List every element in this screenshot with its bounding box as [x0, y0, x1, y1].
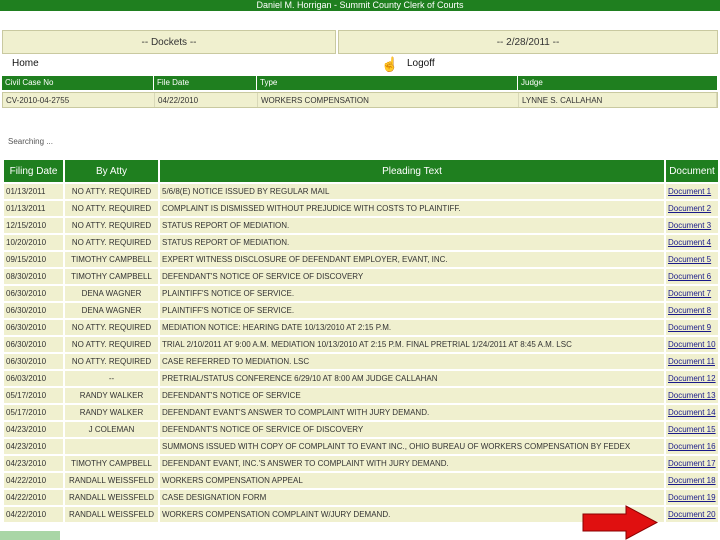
- by-atty-cell: DENA WAGNER: [63, 286, 158, 301]
- filing-date-cell: 06/30/2010: [2, 337, 63, 352]
- document-cell: [664, 354, 718, 369]
- document-cell: [664, 286, 718, 301]
- document-cell: [664, 422, 718, 437]
- table-row: [2, 286, 718, 301]
- filing-date-cell: 06/30/2010: [2, 354, 63, 369]
- document-header: Document: [664, 160, 718, 182]
- pleading-text-cell: PLAINTIFF'S NOTICE OF SERVICE.: [158, 286, 664, 301]
- by-atty-cell: NO ATTY. REQUIRED: [63, 235, 158, 250]
- document-link[interactable]: Document 9: [668, 323, 712, 332]
- document-cell: [664, 184, 718, 199]
- table-row: [2, 303, 718, 318]
- table-row: [2, 405, 718, 420]
- pleading-text-cell: MEDIATION NOTICE: HEARING DATE 10/13/2010 AT 2:15 P.M.: [158, 320, 664, 335]
- pleading-text-cell: PRETRIAL/STATUS CONFERENCE 6/29/10 AT 8:00 AM JUDGE CALLAHAN: [158, 371, 664, 386]
- by-atty-cell: RANDALL WEISSFELD: [63, 473, 158, 488]
- dockets-tab[interactable]: -- Dockets --: [2, 30, 336, 54]
- filing-date-cell: 06/30/2010: [2, 320, 63, 335]
- case-no-header: Civil Case No: [2, 76, 154, 90]
- filing-date-cell: 04/23/2010: [2, 456, 63, 471]
- pleading-text-cell: CASE REFERRED TO MEDIATION. LSC: [158, 354, 664, 369]
- document-link[interactable]: Document 15: [668, 425, 716, 434]
- table-row: [2, 184, 718, 199]
- document-link[interactable]: Document 20: [668, 510, 716, 519]
- table-row: [2, 439, 718, 454]
- date-cell: -- 2/28/2011 --: [338, 30, 718, 54]
- document-cell: [664, 337, 718, 352]
- document-cell: [664, 507, 718, 522]
- document-link[interactable]: Document 12: [668, 374, 716, 383]
- table-row: [2, 218, 718, 233]
- document-link[interactable]: Document 13: [668, 391, 716, 400]
- pleading-text-cell: STATUS REPORT OF MEDIATION.: [158, 235, 664, 250]
- by-atty-cell: RANDALL WEISSFELD: [63, 490, 158, 505]
- case-no-value: CV-2010-04-2755: [3, 93, 155, 107]
- document-link[interactable]: Document 1: [668, 187, 712, 196]
- home-link[interactable]: Home: [12, 58, 39, 69]
- hand-pointer-icon: ☝: [381, 56, 399, 72]
- table-row: [2, 456, 718, 471]
- pleading-text-header: Pleading Text: [158, 160, 664, 182]
- document-link[interactable]: Document 6: [668, 272, 712, 281]
- document-cell: [664, 252, 718, 267]
- document-cell: [664, 490, 718, 505]
- by-atty-cell: NO ATTY. REQUIRED: [63, 201, 158, 216]
- docket-table: [2, 158, 718, 524]
- document-link[interactable]: Document 3: [668, 221, 712, 230]
- case-info-row: [2, 92, 718, 108]
- type-value: WORKERS COMPENSATION: [258, 93, 519, 107]
- table-row: [2, 201, 718, 216]
- table-row: [2, 354, 718, 369]
- pleading-text-cell: STATUS REPORT OF MEDIATION.: [158, 218, 664, 233]
- filing-date-cell: 04/22/2010: [2, 507, 63, 522]
- table-row: [2, 473, 718, 488]
- document-link[interactable]: Document 19: [668, 493, 716, 502]
- table-row: [2, 371, 718, 386]
- by-atty-cell: [63, 439, 158, 454]
- filing-date-cell: 06/30/2010: [2, 286, 63, 301]
- document-cell: [664, 269, 718, 284]
- document-link[interactable]: Document 7: [668, 289, 712, 298]
- pleading-text-cell: PLAINTIFF'S NOTICE OF SERVICE.: [158, 303, 664, 318]
- by-atty-cell: RANDY WALKER: [63, 388, 158, 403]
- by-atty-cell: NO ATTY. REQUIRED: [63, 337, 158, 352]
- status-text: Searching ...: [8, 137, 53, 146]
- filing-date-cell: 05/17/2010: [2, 405, 63, 420]
- pleading-text-cell: 5/6/8(E) NOTICE ISSUED BY REGULAR MAIL: [158, 184, 664, 199]
- filing-date-cell: 08/30/2010: [2, 269, 63, 284]
- link-row: [0, 57, 720, 73]
- judge-header: Judge: [518, 76, 718, 90]
- table-row: [2, 252, 718, 267]
- docket-header-row: [2, 160, 718, 182]
- document-cell: [664, 320, 718, 335]
- pleading-text-cell: WORKERS COMPENSATION COMPLAINT W/JURY DEMAND.: [158, 507, 664, 522]
- filing-date-header: Filing Date: [2, 160, 63, 182]
- pleading-text-cell: DEFENDANT EVANT, INC.'S ANSWER TO COMPLAINT WITH JURY DEMAND.: [158, 456, 664, 471]
- document-link[interactable]: Document 5: [668, 255, 712, 264]
- table-row: [2, 388, 718, 403]
- case-header-row: [2, 76, 718, 90]
- table-row: [2, 269, 718, 284]
- document-link[interactable]: Document 8: [668, 306, 712, 315]
- pleading-text-cell: EXPERT WITNESS DISCLOSURE OF DEFENDANT EMPLOYER, EVANT, INC.: [158, 252, 664, 267]
- document-link[interactable]: Document 14: [668, 408, 716, 417]
- pleading-text-cell: DEFENDANT EVANT'S ANSWER TO COMPLAINT WITH JURY DEMAND.: [158, 405, 664, 420]
- filing-date-cell: 01/13/2011: [2, 184, 63, 199]
- document-link[interactable]: Document 2: [668, 204, 712, 213]
- table-row: [2, 320, 718, 335]
- by-atty-cell: RANDY WALKER: [63, 405, 158, 420]
- by-atty-cell: NO ATTY. REQUIRED: [63, 184, 158, 199]
- document-cell: [664, 388, 718, 403]
- by-atty-cell: --: [63, 371, 158, 386]
- pleading-text-cell: DEFENDANT'S NOTICE OF SERVICE OF DISCOVERY: [158, 269, 664, 284]
- document-cell: [664, 201, 718, 216]
- document-link[interactable]: Document 10: [668, 340, 716, 349]
- filing-date-cell: 06/03/2010: [2, 371, 63, 386]
- filing-date-cell: 04/23/2010: [2, 439, 63, 454]
- document-link[interactable]: Document 18: [668, 476, 716, 485]
- by-atty-cell: NO ATTY. REQUIRED: [63, 320, 158, 335]
- filing-date-cell: 09/15/2010: [2, 252, 63, 267]
- by-atty-cell: TIMOTHY CAMPBELL: [63, 456, 158, 471]
- file-date-value: 04/22/2010: [155, 93, 258, 107]
- judge-value: LYNNE S. CALLAHAN: [519, 93, 717, 107]
- page-title: Daniel M. Horrigan - Summit County Clerk of Courts: [256, 0, 464, 10]
- filing-date-cell: 04/22/2010: [2, 490, 63, 505]
- filing-date-cell: 01/13/2011: [2, 201, 63, 216]
- document-cell: [664, 439, 718, 454]
- table-row: [2, 422, 718, 437]
- pleading-text-cell: COMPLAINT IS DISMISSED WITHOUT PREJUDICE WITH COSTS TO PLAINTIFF.: [158, 201, 664, 216]
- document-cell: [664, 303, 718, 318]
- by-atty-cell: J COLEMAN: [63, 422, 158, 437]
- by-atty-cell: NO ATTY. REQUIRED: [63, 354, 158, 369]
- by-atty-header: By Atty: [63, 160, 158, 182]
- document-link[interactable]: Document 4: [668, 238, 712, 247]
- document-link[interactable]: Document 17: [668, 459, 716, 468]
- pleading-text-cell: CASE DESIGNATION FORM: [158, 490, 664, 505]
- filing-date-cell: 06/30/2010: [2, 303, 63, 318]
- by-atty-cell: DENA WAGNER: [63, 303, 158, 318]
- document-cell: [664, 405, 718, 420]
- table-row: [2, 490, 718, 505]
- bottom-green-button[interactable]: [0, 531, 60, 540]
- document-cell: [664, 235, 718, 250]
- document-link[interactable]: Document 16: [668, 442, 716, 451]
- by-atty-cell: NO ATTY. REQUIRED: [63, 218, 158, 233]
- document-cell: [664, 218, 718, 233]
- table-row: [2, 337, 718, 352]
- document-link[interactable]: Document 11: [668, 357, 715, 366]
- filing-date-cell: 05/17/2010: [2, 388, 63, 403]
- type-header: Type: [257, 76, 518, 90]
- filing-date-cell: 10/20/2010: [2, 235, 63, 250]
- filing-date-cell: 12/15/2010: [2, 218, 63, 233]
- by-atty-cell: TIMOTHY CAMPBELL: [63, 252, 158, 267]
- document-cell: [664, 456, 718, 471]
- nav-bar: [2, 30, 718, 54]
- pleading-text-cell: DEFENDANT'S NOTICE OF SERVICE: [158, 388, 664, 403]
- by-atty-cell: RANDALL WEISSFELD: [63, 507, 158, 522]
- pleading-text-cell: TRIAL 2/10/2011 AT 9:00 A.M. MEDIATION 10/13/2010 AT 2:15 P.M. FINAL PRETRIAL 1/24/2011 AT 8:45 A.M. LSC: [158, 337, 664, 352]
- pleading-text-cell: DEFENDANT'S NOTICE OF SERVICE OF DISCOVERY: [158, 422, 664, 437]
- pleading-text-cell: SUMMONS ISSUED WITH COPY OF COMPLAINT TO EVANT INC., OHIO BUREAU OF WORKERS COMPENSATION BY FEDEX: [158, 439, 664, 454]
- red-right-arrow-icon: [582, 505, 658, 540]
- file-date-header: File Date: [154, 76, 257, 90]
- by-atty-cell: TIMOTHY CAMPBELL: [63, 269, 158, 284]
- document-cell: [664, 371, 718, 386]
- pleading-text-cell: WORKERS COMPENSATION APPEAL: [158, 473, 664, 488]
- filing-date-cell: 04/22/2010: [2, 473, 63, 488]
- filing-date-cell: 04/23/2010: [2, 422, 63, 437]
- logoff-link[interactable]: Logoff: [407, 58, 435, 69]
- document-cell: [664, 473, 718, 488]
- page-title-bar: [0, 0, 720, 11]
- table-row: [2, 235, 718, 250]
